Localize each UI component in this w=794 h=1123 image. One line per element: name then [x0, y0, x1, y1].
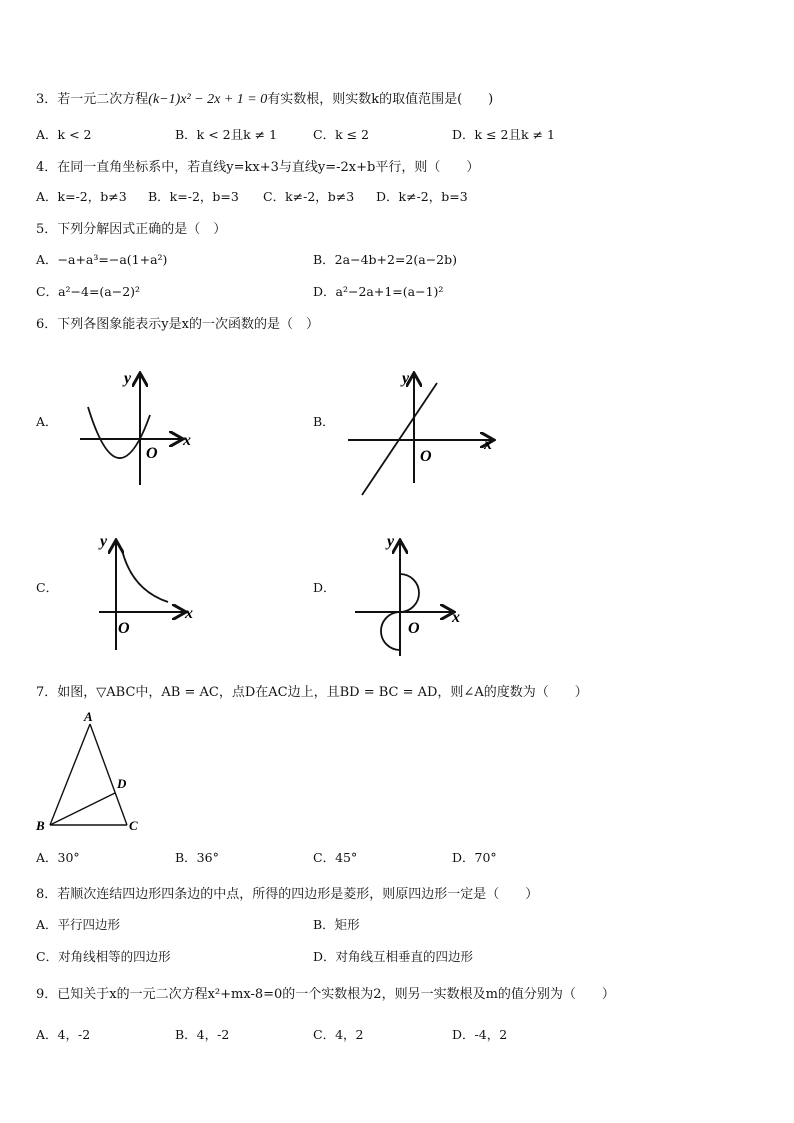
- q4-option-c: C．k≠-2，b≠3: [263, 189, 355, 204]
- q7-stem: 7．如图，▽ABC中，AB = AC，点D在AC边上，且BD = BC = AD，则∠A的度数为（ ）: [36, 685, 588, 700]
- q3-option-b: B．k < 2且k ≠ 1: [175, 127, 278, 142]
- q8-option-c: C．对角线相等的四边形: [36, 949, 171, 964]
- vertex-label-c: C: [129, 818, 138, 833]
- q6-graph-c: [96, 530, 206, 655]
- q4-option-a: A．k=-2，b≠3: [36, 189, 127, 204]
- q6-option-c-letter: C．: [36, 580, 59, 595]
- q7-option-c: C．45°: [313, 850, 358, 865]
- segment-bd: [50, 793, 115, 825]
- q7-option-d: D．70°: [452, 850, 497, 865]
- y-axis-label: y: [124, 370, 132, 387]
- q3-stem: [36, 88, 493, 108]
- x-axis-label: x: [183, 432, 191, 449]
- q5-stem: 5．下列分解因式正确的是（ ）: [36, 222, 227, 237]
- q9-option-d: D．-4，2: [452, 1027, 508, 1042]
- q3-option-c: C．k ≤ 2: [313, 127, 370, 142]
- q7-triangle-figure: [34, 708, 149, 838]
- q7-option-a: A．30°: [36, 850, 80, 865]
- q5-option-a: A．−a+a³=−a(1+a²): [36, 252, 168, 267]
- q3-stem-pre: 3．若一元二次方程: [36, 92, 149, 107]
- q9-stem: 9．已知关于x的一元二次方程x²+mx-8=0的一个实数根为2，则另一实数根及m的值分别为（ ）: [36, 987, 615, 1002]
- x-axis-label: x: [452, 609, 460, 626]
- q3-equation: (k−1)x² − 2x + 1 = 0: [148, 92, 268, 107]
- vertex-label-a: A: [84, 709, 93, 724]
- q6-graph-b: [344, 365, 499, 500]
- side-ab: [50, 724, 90, 825]
- q8-option-a: A．平行四边形: [36, 917, 121, 932]
- q6-graph-a: [78, 365, 198, 490]
- y-axis-label: y: [402, 370, 410, 387]
- q6-graph-d: [350, 530, 470, 660]
- q8-option-b: B．矩形: [313, 917, 360, 932]
- y-axis-label: y: [100, 533, 108, 550]
- q6-option-d-letter: D．: [313, 580, 336, 595]
- upper-semicircle: [400, 574, 419, 612]
- lower-semicircle: [381, 612, 400, 650]
- q6-stem: 6．下列各图象能表示y是x的一次函数的是（ ）: [36, 317, 319, 332]
- q4-option-d: D．k≠-2，b=3: [376, 189, 468, 204]
- q7-option-b: B．36°: [175, 850, 219, 865]
- q3-stem-post: 有实数根，则实数k的取值范围是( ): [267, 92, 494, 107]
- q5-option-c: C．a²−4=(a−2)²: [36, 284, 141, 299]
- vertex-label-d: D: [117, 776, 127, 791]
- origin-label: O: [118, 620, 130, 637]
- q6-option-b-letter: B．: [313, 414, 335, 429]
- x-axis-label: x: [185, 605, 193, 622]
- q6-option-a-letter: A．: [36, 414, 58, 429]
- q5-option-b: B．2a−4b+2=2(a−2b): [313, 252, 458, 267]
- q9-option-a: A．4，-2: [36, 1027, 91, 1042]
- q4-option-b: B．k=-2，b=3: [148, 189, 239, 204]
- origin-label: O: [146, 445, 158, 462]
- q9-option-c: C．4，2: [313, 1027, 364, 1042]
- side-ac: [90, 724, 127, 825]
- hyperbola-curve: [122, 550, 168, 602]
- q8-stem: 8．若顺次连结四边形四条边的中点，所得的四边形是菱形，则原四边形一定是（ ）: [36, 887, 539, 902]
- q3-option-a: A．k < 2: [36, 127, 92, 142]
- origin-label: O: [408, 620, 420, 637]
- q8-option-d: D．对角线互相垂直的四边形: [313, 949, 474, 964]
- q3-option-d: D．k ≤ 2且k ≠ 1: [452, 127, 555, 142]
- origin-label: O: [420, 448, 432, 465]
- y-axis-label: y: [387, 533, 395, 550]
- q4-stem: 4．在同一直角坐标系中，若直线y=kx+3与直线y=-2x+b平行，则（ ）: [36, 160, 480, 175]
- vertex-label-b: B: [36, 818, 45, 833]
- q5-option-d: D．a²−2a+1=(a−1)²: [313, 284, 444, 299]
- q9-option-b: B．4，-2: [175, 1027, 230, 1042]
- x-axis-label: x: [484, 436, 492, 453]
